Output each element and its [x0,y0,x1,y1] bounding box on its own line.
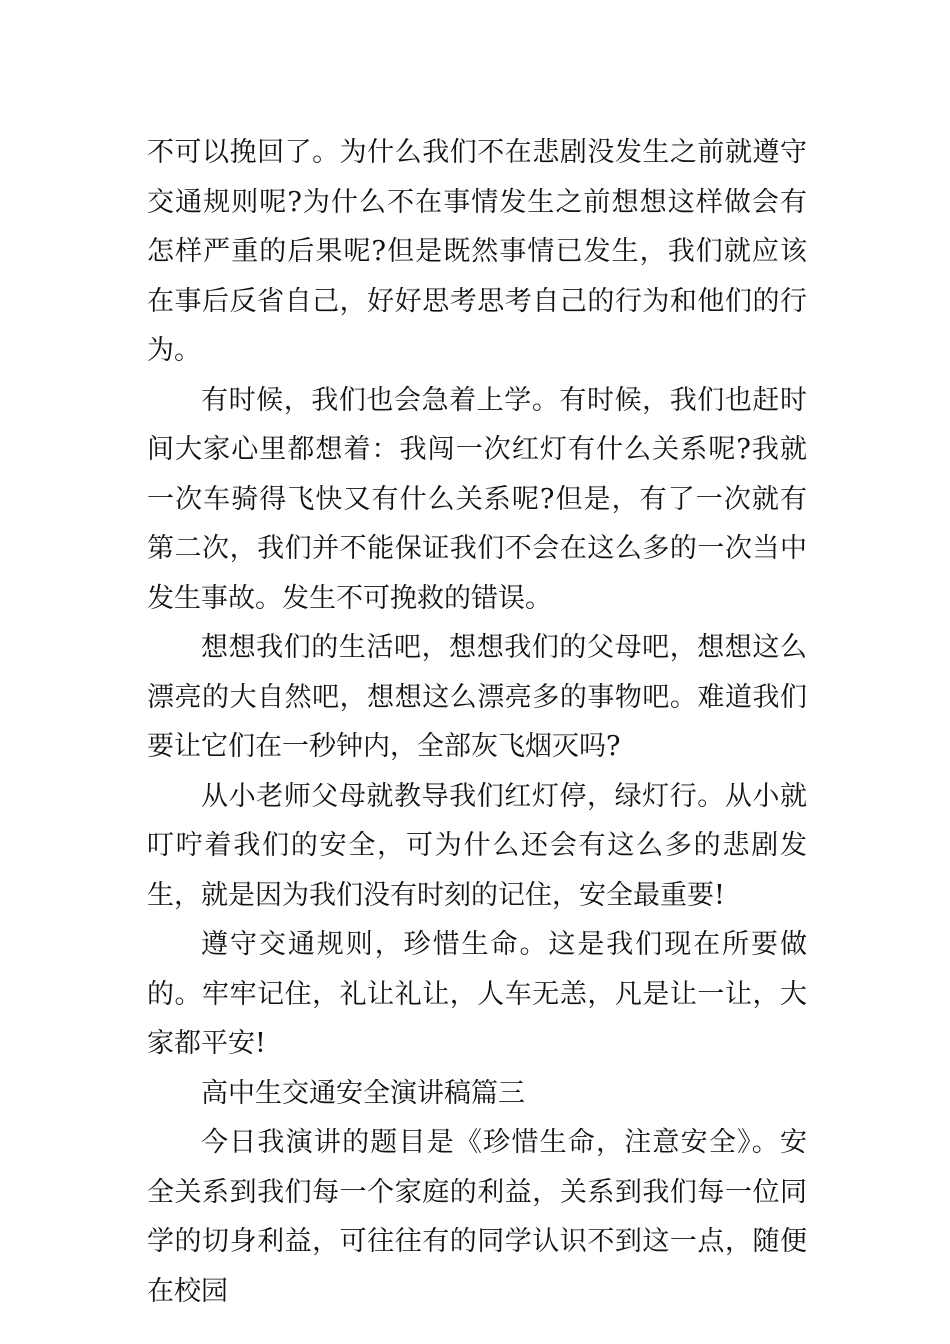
paragraph-4: 从小老师父母就教导我们红灯停，绿灯行。从小就叮咛着我们的安全，可为什么还会有这么多的悲剧发生，就是因为我们没有时刻的记住，安全最重要! [147,780,807,911]
paragraph-1: 不可以挽回了。为什么我们不在悲剧没发生之前就遵守交通规则呢?为什么不在事情发生之前想想这样做会有怎样严重的后果呢?但是既然事情已发生，我们就应该在事后反省自己，好好思考思考自己的行为和他们的行为。 [147,137,807,366]
paragraph-5: 遵守交通规则，珍惜生命。这是我们现在所要做的。牢牢记住，礼让礼让，人车无恙，凡是让一让，大家都平安! [147,929,807,1059]
section-heading: 高中生交通安全演讲稿篇三 [201,1077,525,1109]
paragraph-3: 想想我们的生活吧，想想我们的父母吧，想想这么漂亮的大自然吧，想想这么漂亮多的事物吧。难道我们要让它们在一秒钟内，全部灰飞烟灭吗? [147,632,807,762]
document-body [147,128,807,1316]
paragraph-6: 今日我演讲的题目是《珍惜生命，注意安全》。安全关系到我们每一个家庭的利益，关系到我们每一位同学的切身利益，可往往有的同学认识不到这一点，随便在校园 [147,1127,807,1307]
paragraph-2: 有时候，我们也会急着上学。有时候，我们也赶时间大家心里都想着：我闯一次红灯有什么关系呢?我就一次车骑得飞快又有什么关系呢?但是，有了一次就有第二次，我们并不能保证我们不会在这么多的一次当中发生事故。发生不可挽救的错误。 [147,384,807,614]
